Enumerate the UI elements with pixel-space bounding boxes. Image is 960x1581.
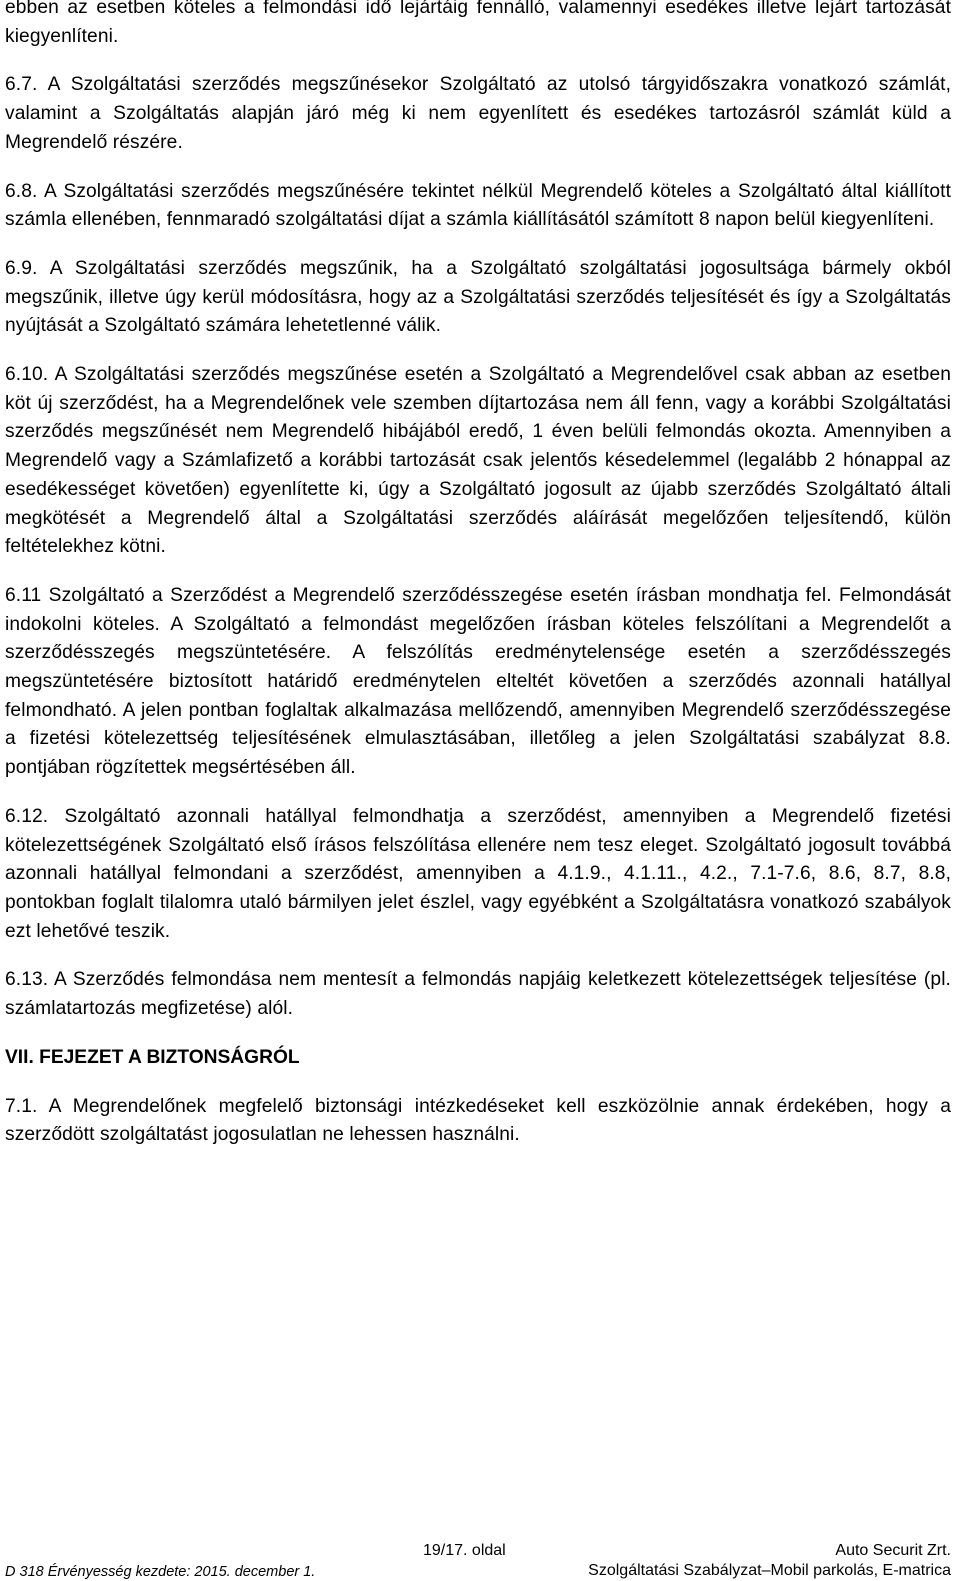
chapter-heading: VII. FEJEZET A BIZTONSÁGRÓL — [5, 1046, 300, 1068]
document-title: Szolgáltatási Szabályzat–Mobil parkolás, E-matrica — [588, 1562, 951, 1579]
paragraph-7-1: 7.1. A Megrendelőnek megfelelő biztonsági intézkedéseket kell eszközölnie annak érdekében, hogy a szerződött szolgáltatást jogosulatlan ne lehessen használni. — [5, 1095, 951, 1146]
paragraph-6-9: 6.9. A Szolgáltatási szerződés megszűnik, ha a Szolgáltató szolgáltatási jogosultsága bármely okból megszűnik, illetve úgy kerül módosításra, hogy az a Szolgáltatási szerződés teljesítését és így a Szolgáltatás nyújtását a Szolgáltató számára lehetetlenné válik. — [5, 257, 951, 337]
paragraph-6-8: 6.8. A Szolgáltatási szerződés megszűnésére tekintet nélkül Megrendelő köteles a Szolgáltató által kiállított számla ellenében, fennmaradó szolgáltatási díjat a számla kiállításától számított 8 napon belül kiegyenlíteni. — [5, 180, 951, 231]
page-number: 19/17. oldal — [423, 1542, 506, 1559]
paragraph-6-7: 6.7. A Szolgáltatási szerződés megszűnésekor Szolgáltató az utolsó tárgyidőszakra vonatkozó számlát, valamint a Szolgáltatás alapján járó még ki nem egyenlített és esedékes tartozásról számlát küld a Megrendelő részére. — [5, 74, 951, 153]
page-footer — [5, 1542, 951, 1580]
paragraph-6-11: 6.11 Szolgáltató a Szerződést a Megrendelő szerződésszegése esetén írásban mondhatja fel. Felmondását indokolni köteles. A Szolgáltató a felmondást megelőzően írásban köteles felszólítani a Megrendelőt a szerződésszegés megszüntetésére. A felszólítás eredménytelensége esetén a szerződésszegés megszüntetésére biztosított határidő eredménytelen elteltét követően a szerződés azonnali hatállyal felmondható. A jelen pontban foglaltak alkalmazása mellőzendő, amennyiben Megrendelő szerződésszegése a fizetési kötelezettség teljesítésének elmulasztásában, illetőleg a jelen Szolgáltatási szabályzat 8.8. pontjában rögzítettek megsértésében áll. — [5, 584, 951, 779]
paragraph-6-13: 6.13. A Szerződés felmondása nem mentesít a felmondás napjáig keletkezett kötelezettségek teljesítése (pl. számlatartozás megfizetése) alól. — [5, 969, 951, 1020]
paragraph-6-12: 6.12. Szolgáltató azonnali hatállyal felmondhatja a szerződést, amennyiben a Megrendelő fizetési kötelezettségének Szolgáltató első írásos felszólítása ellenére nem tesz eleget. Szolgáltató jogosult továbbá azonnali hatállyal felmondani a szerződést, amennyiben a 4.1.9., 4.1.11., 4.2., 7.1-7.6, 8.6, 8.7, 8.8, pontokban foglalt tilalomra utaló bármilyen jelet észlel, vagy egyébként a Szolgáltatásra vonatkozó szabályok ezt lehetővé teszik. — [5, 805, 951, 942]
document-page — [5, 0, 951, 1170]
validity-note: D 318 Érvényesség kezdete: 2015. december 1. — [5, 1564, 316, 1580]
company-name: Auto Securit Zrt. — [835, 1542, 951, 1559]
paragraph-6-10: 6.10. A Szolgáltatási szerződés megszűnése esetén a Szolgáltató a Megrendelővel csak abban az esetben köt új szerződést, ha a Megrendelőnek vele szemben díjtartozása nem áll fenn, vagy a korábbi Szolgáltatási szerződés megszűnését nem Megrendelő hibájából eredő, 1 éven belüli felmondás okozta. Amennyiben a Megrendelő vagy a Számlafizető a korábbi tartozását csak jelentős késedelemmel (legalább 2 hónappal az esedékességet követően) egyenlítette ki, úgy a Szolgáltató jogosult az újabb szerződés Szolgáltató általi megkötését a Megrendelő által a Szolgáltatási szerződés aláírását megelőzően teljesítendő, külön feltételekhez kötni. — [5, 364, 951, 558]
paragraph-6-6-continuation: ebben az esetben köteles a felmondási idő lejártáig fennálló, valamennyi esedékes illetve lejárt tartozását kiegyenlíteni. — [5, 0, 951, 47]
